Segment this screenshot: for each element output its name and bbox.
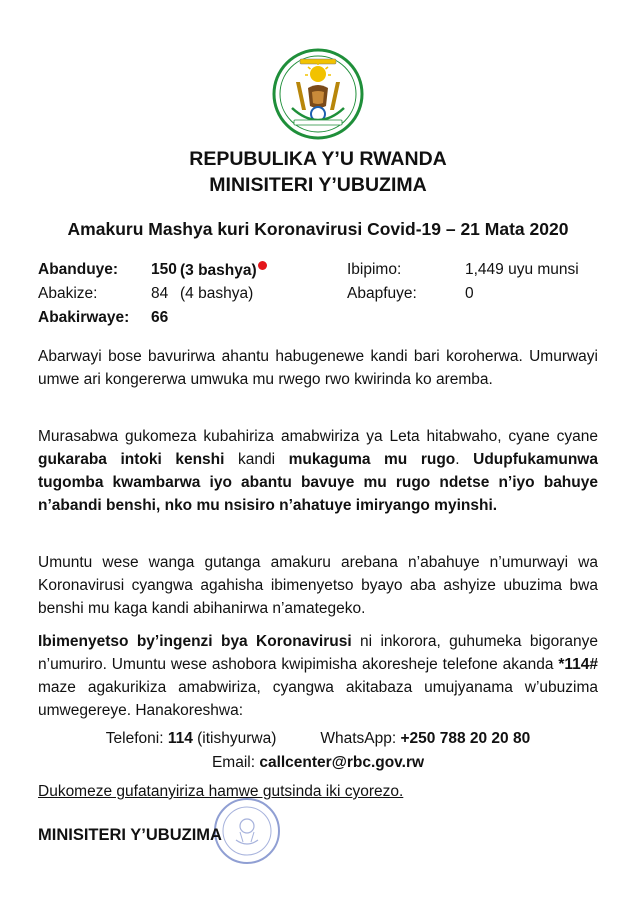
p2-text-c: kandi — [224, 451, 289, 468]
deaths-label: Abapfuye: — [347, 285, 417, 302]
tests-value: 1,449 uyu munsi — [465, 261, 579, 278]
contact-line-email — [0, 754, 636, 772]
paragraph-guidelines — [38, 425, 598, 517]
email-label: Email: — [211, 754, 260, 771]
red-dot-icon — [258, 261, 267, 270]
contact-line-phones — [0, 730, 636, 748]
phone-label: Telefoni: — [105, 730, 168, 747]
statistics-block — [38, 261, 608, 333]
ministry-heading: MINISITERI Y’UBUZIMA — [209, 174, 427, 196]
recovered-new: (4 bashya) — [180, 285, 254, 302]
paragraph-patients: Abarwayi bose bavurirwa ahantu habugenewe kandi bari koroherwa. Umurwayi umwe ari kongererwa umwuka mu rwego rwo kwirinda ko aremba. — [38, 348, 598, 388]
whatsapp-number: +250 788 20 20 80 — [400, 730, 531, 747]
p4-ussd-code: *114# — [558, 656, 598, 673]
active-label: Abakirwaye: — [38, 309, 130, 326]
infected-new-text: (3 bashya) — [180, 262, 257, 279]
active-value: 66 — [151, 309, 169, 326]
p4-symptoms-title: Ibimenyetso by’ingenzi bya Koronavirusi — [38, 633, 352, 650]
p4-text-b: ni inkorora, guhumeka bigoranye n’umuriro. Umuntu wese ashobora kwipimisha akoresheje telefone akanda — [38, 633, 598, 673]
update-title: Amakuru Mashya kuri Koronavirusi Covid-19 – 21 Mata 2020 — [67, 219, 569, 239]
recovered-label: Abakize: — [38, 285, 98, 302]
whatsapp-label: WhatsApp: — [320, 730, 401, 747]
paragraph-symptoms — [38, 630, 598, 722]
infected-new — [180, 261, 267, 280]
stats-row-active — [38, 309, 608, 333]
country-heading: REPUBULIKA Y’U RWANDA — [189, 148, 447, 170]
infected-label: Abanduye: — [38, 261, 119, 278]
email-address: callcenter@rbc.gov.rw — [259, 754, 425, 771]
ministry-stamp-icon — [212, 796, 282, 866]
infected-value: 150 — [151, 261, 177, 278]
stats-row-recovered — [38, 285, 608, 309]
p2-text-e: . — [455, 451, 474, 468]
tests-label: Ibipimo: — [347, 261, 402, 278]
p4-text-d: maze agakurikiza amabwiriza, cyangwa akitabaza umujyanama w’ubuzima umwegereye. Hanakoreshwa: — [38, 679, 598, 719]
recovered-value: 84 — [151, 285, 169, 302]
p2-text-a: Murasabwa gukomeza kubahiriza amabwiriza ya Leta hitabwaho, cyane cyane — [38, 428, 598, 445]
stats-row-infected — [38, 261, 608, 285]
deaths-value: 0 — [465, 285, 474, 302]
p2-stay-home: mukaguma mu rugo — [288, 451, 456, 468]
rwanda-emblem-icon — [272, 48, 364, 140]
phone-number: 114 — [167, 730, 193, 747]
p2-masks: Udupfukamunwa tugomba kwambarwa iyo abantu bavuye mu rugo ndetse n’iyo bahuye n’abandi benshi, nko mu nsisiro n’ahatuye imiryango myinshi. — [38, 451, 598, 514]
paragraph-reporting: Umuntu wese wanga gutanga amakuru arebana n’abahuye n’umurwayi wa Koronavirusi cyangwa agahisha ibimenyetso byayo aba ashyize ubuzima bwa benshi mu kaga kandi abihanirwa n’amategeko. — [38, 554, 598, 617]
phone-note: (itishyurwa) — [192, 730, 277, 747]
signature-ministry: MINISITERI Y’UBUZIMA — [38, 826, 222, 844]
p2-handwash: gukaraba intoki kenshi — [38, 451, 225, 468]
closing-statement: Dukomeze gufatanyiriza hamwe gutsinda iki cyorezo. — [38, 783, 404, 800]
